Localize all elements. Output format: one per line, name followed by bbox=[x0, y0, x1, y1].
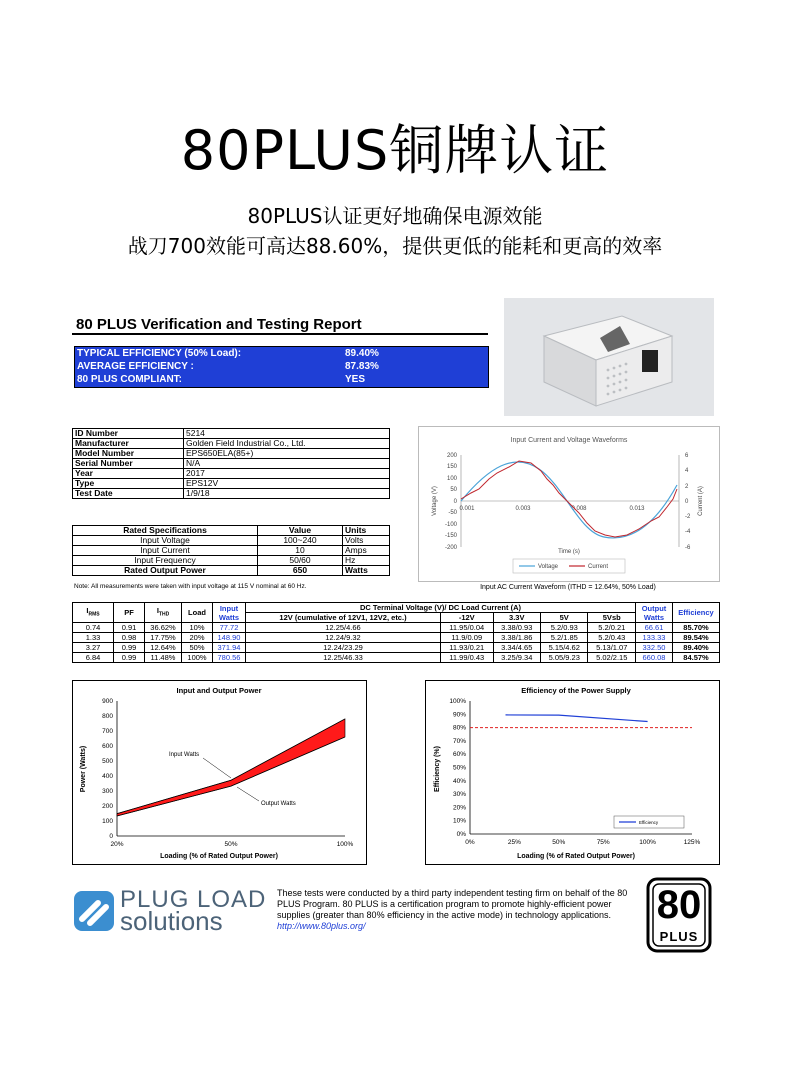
page-title: 80PLUS铜牌认证 bbox=[180, 119, 610, 182]
power-chart bbox=[72, 680, 367, 865]
cell: 6.84 bbox=[73, 653, 114, 663]
y-tick-label: 500 bbox=[102, 758, 113, 765]
y-tick-label: 50 bbox=[450, 487, 457, 493]
x-tick-label: 50% bbox=[224, 841, 238, 848]
cell: 89.54% bbox=[673, 633, 720, 643]
y-tick-label: -100 bbox=[444, 522, 457, 528]
summary-label: TYPICAL EFFICIENCY (50% Load): bbox=[77, 348, 242, 359]
id-value: EPS650ELA(85+) bbox=[184, 449, 390, 459]
solutions-wordmark: solutions bbox=[120, 906, 223, 936]
id-value: EPS12V bbox=[184, 479, 390, 489]
y-tick-label: 20% bbox=[452, 804, 466, 812]
y2-tick-label: -2 bbox=[685, 514, 691, 520]
cell: 84.57% bbox=[673, 653, 720, 663]
cell: 5.2/0.43 bbox=[588, 633, 636, 643]
spec-name: Input Current bbox=[73, 546, 258, 556]
column-header: Rated Specifications bbox=[73, 526, 258, 536]
id-value: 1/9/18 bbox=[184, 489, 390, 499]
spec-name: Rated Output Power bbox=[73, 566, 258, 576]
cell: 10% bbox=[182, 623, 213, 633]
annotation-output-watts: Output Watts bbox=[261, 801, 296, 807]
y-tick-label: 0 bbox=[109, 833, 113, 840]
badge-plus-text: PLUS bbox=[659, 929, 699, 944]
input-watts-line bbox=[117, 719, 345, 814]
cell: 332.50 bbox=[636, 643, 673, 653]
table-row bbox=[73, 546, 390, 556]
table-row bbox=[73, 489, 390, 499]
y-tick-label: 100 bbox=[102, 818, 113, 825]
table-row bbox=[73, 566, 390, 576]
cell: 77.72 bbox=[213, 623, 246, 633]
cell: 133.33 bbox=[636, 633, 673, 643]
y-tick-label: 80% bbox=[452, 724, 466, 732]
table-header-row bbox=[73, 603, 720, 613]
column-group-header: DC Terminal Voltage (V)/ DC Load Current (A) bbox=[246, 603, 636, 613]
voltage-series-line bbox=[461, 462, 677, 538]
cell: 11.99/0.43 bbox=[441, 653, 494, 663]
measurement-note: Note: All measurements were taken with input voltage at 115 V nominal at 60 Hz. bbox=[74, 583, 307, 590]
cell: 780.56 bbox=[213, 653, 246, 663]
cell: 3.38/0.93 bbox=[493, 623, 540, 633]
y-tick-label: 100 bbox=[446, 476, 457, 482]
report-title: 80 PLUS Verification and Testing Report bbox=[76, 316, 362, 333]
ithd-i: I bbox=[156, 605, 159, 615]
column-header: Efficiency bbox=[673, 603, 720, 623]
y-tick-label: 0% bbox=[456, 831, 466, 838]
summary-row bbox=[77, 348, 486, 361]
table-row bbox=[73, 459, 390, 469]
y-axis-label: Efficiency (%) bbox=[434, 746, 441, 792]
x-tick-label: 0.003 bbox=[515, 506, 531, 512]
badge-number: 80 bbox=[656, 883, 702, 927]
column-header: Input Watts bbox=[213, 603, 246, 623]
column-header: Units bbox=[343, 526, 390, 536]
x-tick-label: 25% bbox=[507, 839, 521, 846]
column-header: PF bbox=[114, 603, 145, 623]
cell: 148.90 bbox=[213, 633, 246, 643]
column-subheader: -12V bbox=[441, 613, 494, 623]
efficiency-chart bbox=[425, 680, 720, 865]
id-value: 5214 bbox=[184, 429, 390, 439]
y-tick-label: 900 bbox=[102, 698, 113, 705]
cell: 50% bbox=[182, 643, 213, 653]
y-tick-label: 60% bbox=[452, 751, 466, 759]
cell: 5.13/1.07 bbox=[588, 643, 636, 653]
title-divider bbox=[72, 333, 488, 335]
plug-load-icon bbox=[72, 889, 116, 933]
cell: 17.75% bbox=[145, 633, 182, 643]
x-tick-label: 0.001 bbox=[459, 506, 475, 512]
y-tick-label: 40% bbox=[452, 777, 466, 785]
table-row bbox=[73, 439, 390, 449]
efficiency-summary-box bbox=[74, 346, 489, 388]
id-value: 2017 bbox=[184, 469, 390, 479]
spec-unit: Volts bbox=[343, 536, 390, 546]
cell: 5.02/2.15 bbox=[588, 653, 636, 663]
cell: 12.25/46.33 bbox=[246, 653, 441, 663]
table-row bbox=[73, 633, 720, 643]
cell: 0.99 bbox=[114, 653, 145, 663]
table-row bbox=[73, 623, 720, 633]
table-row bbox=[73, 653, 720, 663]
x-axis-label: Loading (% of Rated Output Power) bbox=[160, 853, 278, 860]
annotation-arrow bbox=[203, 758, 231, 778]
table-row bbox=[73, 643, 720, 653]
cell: 89.40% bbox=[673, 643, 720, 653]
waveform-title: Input Current and Voltage Waveforms bbox=[510, 437, 628, 444]
id-key: Year bbox=[73, 469, 184, 479]
y-tick-label: 90% bbox=[452, 711, 466, 719]
summary-row bbox=[77, 361, 486, 374]
y2-tick-label: 4 bbox=[685, 468, 689, 474]
spec-value: 10 bbox=[258, 546, 343, 556]
cell: 1.33 bbox=[73, 633, 114, 643]
cell: 5.15/4.62 bbox=[541, 643, 588, 653]
y-tick-label: -150 bbox=[444, 533, 457, 539]
spec-unit: Amps bbox=[343, 546, 390, 556]
x-tick-label: 0.008 bbox=[571, 506, 587, 512]
id-value: N/A bbox=[184, 459, 390, 469]
waveform-caption: Input AC Current Waveform (ITHD = 12.64%, 50% Load) bbox=[480, 584, 656, 591]
y2-tick-label: -6 bbox=[685, 545, 691, 551]
ithd-sub: THD bbox=[158, 611, 170, 618]
y-tick-label: 0 bbox=[453, 499, 457, 505]
cell: 0.98 bbox=[114, 633, 145, 643]
cell: 12.24/23.29 bbox=[246, 643, 441, 653]
id-key: Type bbox=[73, 479, 184, 489]
y2-axis-label: Current (A) bbox=[698, 486, 704, 516]
cell: 85.70% bbox=[673, 623, 720, 633]
summary-label: AVERAGE EFFICIENCY : bbox=[77, 361, 194, 372]
id-key: Model Number bbox=[73, 449, 184, 459]
column-subheader: 3.3V bbox=[493, 613, 540, 623]
power-loss-area bbox=[117, 719, 345, 816]
irms-sub: RMS bbox=[88, 611, 100, 618]
dc-load-table bbox=[72, 602, 720, 663]
spec-value: 100~240 bbox=[258, 536, 343, 546]
x-tick-label: 50% bbox=[552, 839, 566, 846]
y-tick-label: 30% bbox=[452, 791, 466, 799]
cell: 3.34/4.65 bbox=[493, 643, 540, 653]
legend-voltage-label: Voltage bbox=[538, 564, 559, 570]
spec-value: 650 bbox=[258, 566, 343, 576]
disclaimer-text bbox=[277, 888, 642, 932]
subtitle-line-2: 战刀700效能可高达88.60%，提供更低的能耗和更高的效率 bbox=[127, 234, 663, 258]
x-tick-label: 0% bbox=[465, 839, 475, 846]
cell: 12.64% bbox=[145, 643, 182, 653]
cell: 3.25/9.34 bbox=[493, 653, 540, 663]
subtitle-line-1: 80PLUS认证更好地确保电源效能 bbox=[247, 204, 543, 228]
cell: 66.61 bbox=[636, 623, 673, 633]
y-axis-label: Power (Watts) bbox=[80, 745, 87, 793]
summary-value: 89.40% bbox=[345, 348, 379, 359]
column-subheader: 5Vsb bbox=[588, 613, 636, 623]
y-tick-label: 800 bbox=[102, 713, 113, 720]
y-tick-label: 200 bbox=[446, 453, 457, 459]
y-tick-label: 150 bbox=[446, 464, 457, 470]
x-tick-label: 20% bbox=[110, 841, 124, 848]
summary-value: 87.83% bbox=[345, 361, 379, 372]
id-key: Test Date bbox=[73, 489, 184, 499]
x-tick-label: 100% bbox=[639, 839, 656, 846]
column-subheader: 12V (cumulative of 12V1, 12V2, etc.) bbox=[246, 613, 441, 623]
waveform-chart bbox=[418, 426, 720, 582]
cell: 5.2/0.93 bbox=[541, 623, 588, 633]
y-tick-label: 700 bbox=[102, 728, 113, 735]
column-header: Load bbox=[182, 603, 213, 623]
column-header-ithd bbox=[145, 603, 182, 623]
table-row bbox=[73, 449, 390, 459]
rated-specifications-table bbox=[72, 525, 390, 576]
annotation-input-watts: Input Watts bbox=[169, 752, 200, 758]
y-axis-label: Voltage (V) bbox=[432, 486, 438, 516]
id-key: Manufacturer bbox=[73, 439, 184, 449]
cell: 0.91 bbox=[114, 623, 145, 633]
column-header-irms bbox=[73, 603, 114, 623]
y-tick-label: 50% bbox=[452, 764, 466, 772]
cell: 0.74 bbox=[73, 623, 114, 633]
plug-load-wordmark: PLUG LOAD bbox=[120, 886, 267, 913]
y2-tick-label: 0 bbox=[685, 499, 689, 505]
efficiency-chart-title: Efficiency of the Power Supply bbox=[521, 686, 631, 695]
disclaimer-body: These tests were conducted by a third party independent testing firm on behalf of the 80 PLUS Program. 80 PLUS is a certification program to promote highly-efficient power supplies (greater than 80% efficiency in the active mode) in technology applications. bbox=[277, 888, 628, 920]
cell: 5.05/9.23 bbox=[541, 653, 588, 663]
id-value: Golden Field Industrial Co., Ltd. bbox=[184, 439, 390, 449]
cell: 20% bbox=[182, 633, 213, 643]
cell: 11.48% bbox=[145, 653, 182, 663]
y-tick-label: -50 bbox=[448, 510, 457, 516]
80plus-badge-logo bbox=[646, 877, 712, 953]
x-tick-label: 0.013 bbox=[629, 506, 645, 512]
spec-unit: Watts bbox=[343, 566, 390, 576]
cell: 100% bbox=[182, 653, 213, 663]
x-tick-label: 75% bbox=[596, 839, 610, 846]
summary-row bbox=[77, 374, 486, 387]
psu-product-photo bbox=[504, 298, 714, 416]
y-tick-label: 200 bbox=[102, 803, 113, 810]
psu-identification-table bbox=[72, 428, 390, 499]
cell: 3.38/1.86 bbox=[493, 633, 540, 643]
efficiency-series-line bbox=[506, 715, 648, 722]
y-tick-label: 400 bbox=[102, 773, 113, 780]
cell: 371.94 bbox=[213, 643, 246, 653]
y-tick-label: 10% bbox=[452, 817, 466, 825]
spec-unit: Hz bbox=[343, 556, 390, 566]
cell: 11.93/0.21 bbox=[441, 643, 494, 653]
table-row bbox=[73, 556, 390, 566]
y-tick-label: 100% bbox=[449, 698, 466, 705]
spec-name: Input Voltage bbox=[73, 536, 258, 546]
cell: 5.2/0.21 bbox=[588, 623, 636, 633]
legend-current-label: Current bbox=[588, 564, 609, 570]
cell: 0.99 bbox=[114, 643, 145, 653]
cell: 11.95/0.04 bbox=[441, 623, 494, 633]
table-row bbox=[73, 469, 390, 479]
x-tick-label: 100% bbox=[336, 841, 354, 848]
table-header-row bbox=[73, 526, 390, 536]
summary-value: YES bbox=[345, 374, 366, 385]
current-series-line bbox=[461, 461, 677, 537]
irms-i: I bbox=[86, 605, 89, 615]
y2-tick-label: -4 bbox=[685, 529, 691, 535]
y-tick-label: 70% bbox=[452, 737, 466, 745]
summary-label: 80 PLUS COMPLIANT: bbox=[77, 374, 183, 385]
y2-tick-label: 2 bbox=[685, 484, 689, 490]
id-key: Serial Number bbox=[73, 459, 184, 469]
cell: 660.08 bbox=[636, 653, 673, 663]
table-row bbox=[73, 536, 390, 546]
annotation-arrow bbox=[237, 787, 259, 801]
cell: 12.25/4.66 bbox=[246, 623, 441, 633]
y-tick-label: 600 bbox=[102, 743, 113, 750]
y-tick-label: -200 bbox=[444, 545, 457, 551]
spec-name: Input Frequency bbox=[73, 556, 258, 566]
80plus-website-link[interactable]: http://www.80plus.org/ bbox=[277, 921, 366, 931]
cell: 11.9/0.09 bbox=[441, 633, 494, 643]
table-row bbox=[73, 479, 390, 489]
cell: 3.27 bbox=[73, 643, 114, 653]
id-key: ID Number bbox=[73, 429, 184, 439]
legend-efficiency-label: Efficiency bbox=[639, 820, 659, 825]
x-tick-label: 125% bbox=[683, 839, 701, 846]
x-axis-label: Time (s) bbox=[558, 549, 580, 555]
y-tick-label: 300 bbox=[102, 788, 113, 795]
x-axis-label: Loading (% of Rated Output Power) bbox=[517, 853, 635, 860]
table-row bbox=[73, 429, 390, 439]
cell: 12.24/9.32 bbox=[246, 633, 441, 643]
y2-tick-label: 6 bbox=[685, 453, 689, 459]
spec-value: 50/60 bbox=[258, 556, 343, 566]
column-header: Output Watts bbox=[636, 603, 673, 623]
cell: 36.62% bbox=[145, 623, 182, 633]
column-subheader: 5V bbox=[541, 613, 588, 623]
cell: 5.2/1.85 bbox=[541, 633, 588, 643]
column-header: Value bbox=[258, 526, 343, 536]
power-chart-title: Input and Output Power bbox=[176, 686, 262, 695]
